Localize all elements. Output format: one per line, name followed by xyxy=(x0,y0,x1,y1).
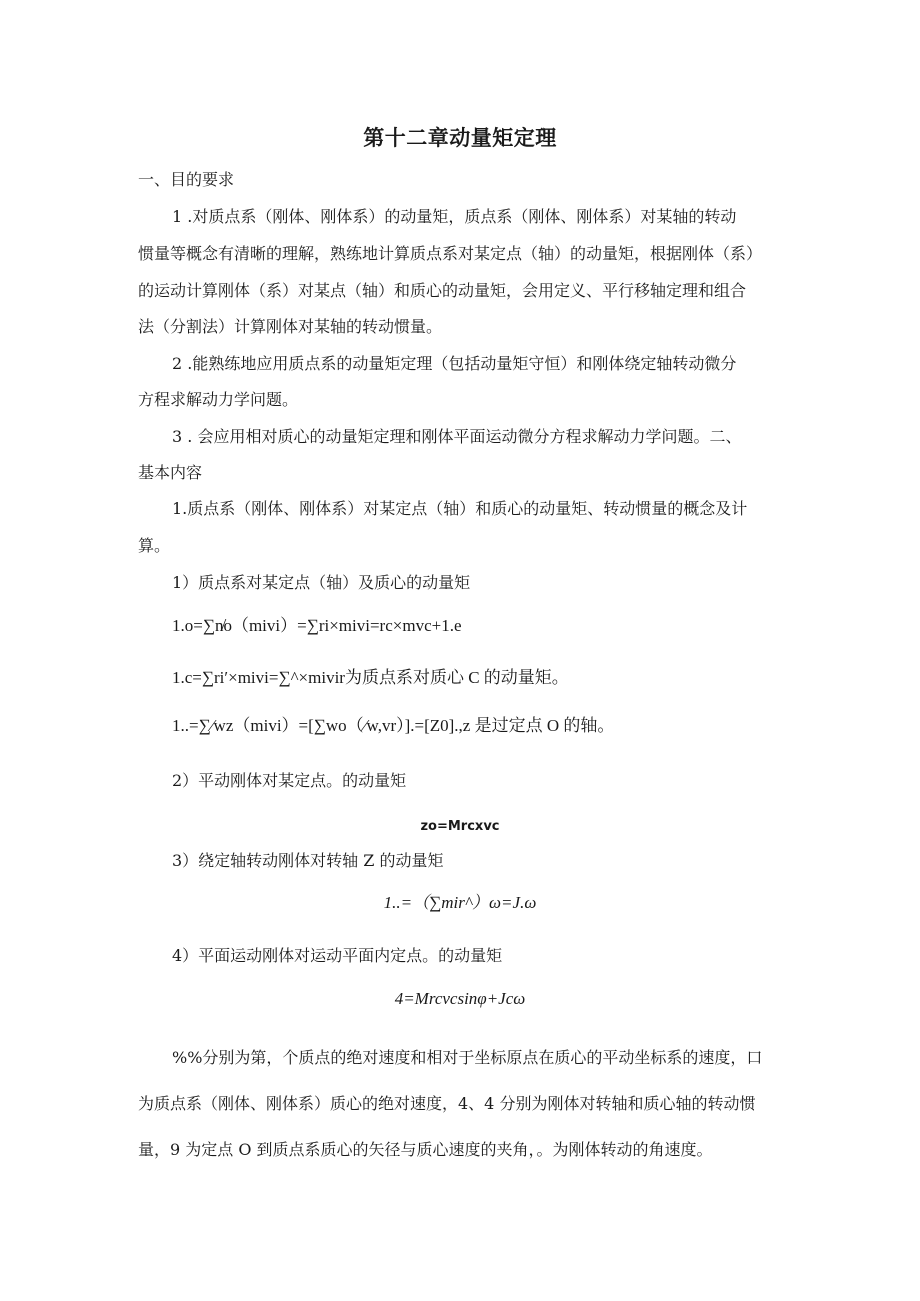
paragraph-line: 基本内容 xyxy=(138,463,203,482)
formula-translation: zo=Mrcxvc xyxy=(420,819,500,834)
subheading-line: 1）质点系对某定点（轴）及质心的动量矩 xyxy=(172,573,471,592)
paragraph-line: 的运动计算刚体（系）对某点（轴）和质心的动量矩，会用定义、平行移轴定理和组合 xyxy=(138,281,747,300)
paragraph-line: 为质点系（刚体、刚体系）质心的绝对速度，4、4 分别为刚体对转轴和质心轴的转动惯 xyxy=(138,1094,756,1113)
section-heading-objectives: 一、目的要求 xyxy=(138,170,235,189)
paragraph-line: 方程求解动力学问题。 xyxy=(138,390,299,409)
subheading-line: 3）绕定轴转动刚体对转轴 Z 的动量矩 xyxy=(172,851,444,870)
subheading-line: 2）平动刚体对某定点。的动量矩 xyxy=(172,771,407,790)
paragraph-line: 量，9 为定点 O 到质点系质心的矢径与质心速度的夹角，。为刚体转动的角速度。 xyxy=(138,1140,713,1159)
formula-angular-momentum-point: 1.o=∑n̸o（mivi）=∑ri×mivi=rc×mvc+1.e xyxy=(172,616,462,635)
paragraph-line: 法（分割法）计算刚体对某轴的转动惯量。 xyxy=(138,317,443,336)
paragraph-line: 1.质点系（刚体、刚体系）对某定点（轴）和质心的动量矩、转动惯量的概念及计 xyxy=(172,499,748,518)
paragraph-line: 1 .对质点系（刚体、刚体系）的动量矩，质点系（刚体、刚体系）对某轴的转动 xyxy=(172,207,737,226)
paragraph-line: 惯量等概念有清晰的理解，熟练地计算质点系对某定点（轴）的动量矩，根据刚体（系） xyxy=(138,244,763,263)
paragraph-line: 2 .能熟练地应用质点系的动量矩定理（包括动量矩守恒）和刚体绕定轴转动微分 xyxy=(172,354,737,373)
paragraph-line: 算。 xyxy=(138,536,171,555)
chapter-title: 第十二章动量矩定理 xyxy=(363,126,557,150)
formula-angular-momentum-axis: 1..=∑⁄wz（mivi）=[∑wo（⁄w,vr）].=[Z0].,z 是过定点 O 的轴。 xyxy=(172,716,615,735)
formula-angular-momentum-centroid: 1.c=∑ri′×mivi=∑^×mivir为质点系对质心 C 的动量矩。 xyxy=(172,668,569,687)
paragraph-line: %%分别为第，个质点的绝对速度和相对于坐标原点在质心的平动坐标系的速度，口 xyxy=(172,1048,763,1067)
formula-plane-motion: 4=Mrcvcsinφ+Jcω xyxy=(394,989,526,1008)
formula-fixed-axis: 1..=（∑mir^）ω=J.ω xyxy=(383,893,537,912)
paragraph-line: 3 . 会应用相对质心的动量矩定理和刚体平面运动微分方程求解动力学问题。二、 xyxy=(172,427,742,446)
subheading-line: 4）平面运动刚体对运动平面内定点。的动量矩 xyxy=(172,946,503,965)
